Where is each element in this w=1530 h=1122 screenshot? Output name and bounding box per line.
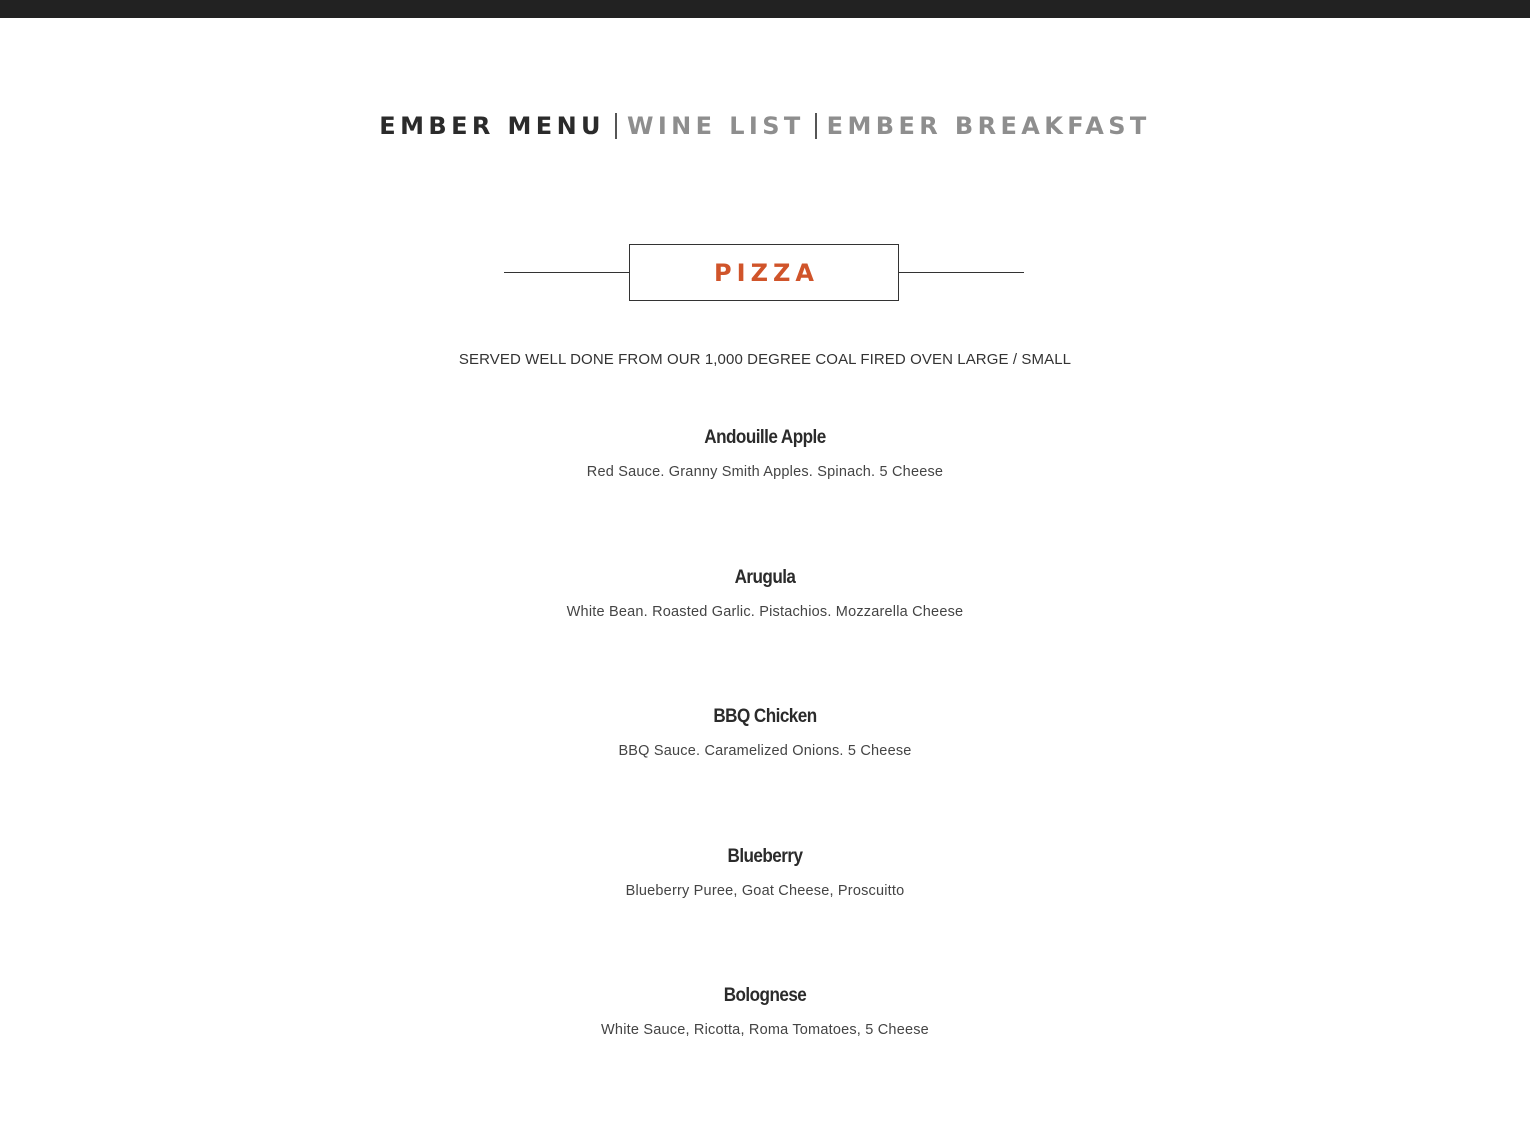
menu-item-description: BBQ Sauce. Caramelized Onions. 5 Cheese <box>618 743 912 759</box>
menu-item-name: Bolognese <box>723 985 807 1006</box>
section-title-box <box>629 244 899 301</box>
menu-item <box>0 982 1530 1122</box>
menu-item-name: Arugula <box>734 566 796 588</box>
nav-separator <box>815 113 817 139</box>
menu-item <box>0 564 1530 704</box>
menu-item <box>0 703 1530 843</box>
menu-item-list <box>0 424 1530 1122</box>
nav-link-ember-breakfast[interactable]: EMBER BREAKFAST <box>826 112 1151 140</box>
nav-separator <box>615 113 617 139</box>
menu-item <box>0 843 1530 983</box>
divider-line-right <box>899 272 1024 273</box>
menu-item-name: Andouille Apple <box>704 427 826 448</box>
divider-line-left <box>504 272 629 273</box>
menu-nav <box>0 106 1530 146</box>
nav-link-wine-list[interactable]: WINE LIST <box>626 112 805 140</box>
menu-item-name: Blueberry <box>727 845 803 867</box>
menu-item-description: Blueberry Puree, Goat Cheese, Proscuitto <box>625 882 905 899</box>
menu-item-description: White Sauce, Ricotta, Roma Tomatoes, 5 Cheese <box>601 1022 929 1038</box>
menu-item <box>0 424 1530 564</box>
nav-link-ember-menu[interactable]: EMBER MENU <box>379 112 605 140</box>
section-title: PIZZA <box>714 258 819 287</box>
section-header <box>504 244 1024 301</box>
menu-item-description: Red Sauce. Granny Smith Apples. Spinach. 5 Cheese <box>586 464 944 480</box>
menu-item-name: BBQ Chicken <box>713 706 817 727</box>
section-subtitle: SERVED WELL DONE FROM OUR 1,000 DEGREE COAL FIRED OVEN LARGE / SMALL <box>458 351 1072 368</box>
top-bar <box>0 0 1530 18</box>
menu-item-description: White Bean. Roasted Garlic. Pistachios. Mozzarella Cheese <box>566 603 964 620</box>
